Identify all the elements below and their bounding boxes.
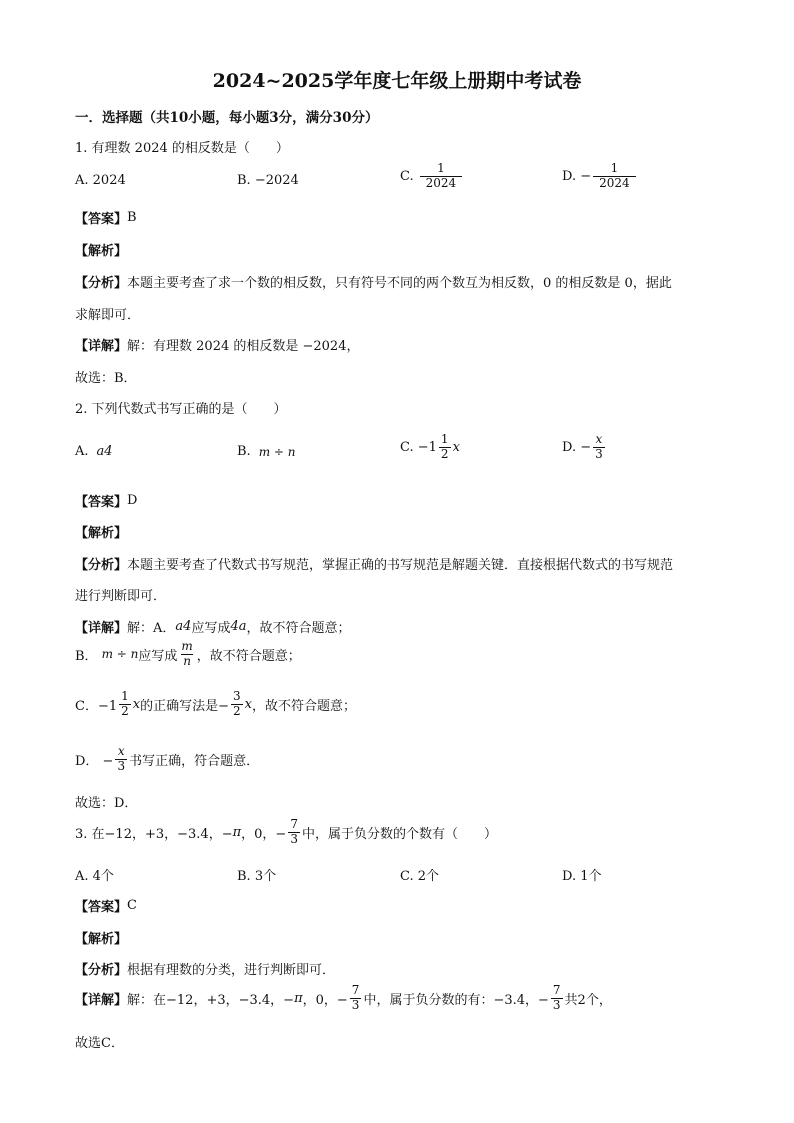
numerator: 3 — [233, 689, 241, 703]
q1-option-a: A. 2024 — [75, 173, 126, 188]
q1-option-d-label: D. − — [562, 168, 592, 184]
fenxi-text: 本题主要考查了代数式书写规范，掌握正确的书写规范是解题关键．直接根据代数式的书写规范 — [127, 558, 674, 573]
text: ，故不符合题意； — [246, 621, 351, 636]
fraction — [231, 690, 243, 719]
text: B． — [75, 648, 98, 664]
expr: 4a — [230, 619, 247, 634]
text: ，0，− — [302, 992, 348, 1008]
text: 3. 在−12，+3，−3.4，− — [75, 826, 233, 842]
denominator: 2 — [121, 703, 129, 718]
fenxi-tag: 【分析】 — [75, 963, 128, 978]
q1-detail — [75, 335, 359, 354]
q1-fenxi-line1 — [75, 272, 672, 291]
numerator: 1 — [610, 161, 619, 175]
q1-option-d-fraction — [593, 162, 636, 191]
text: ，故不符合题意； — [196, 648, 301, 664]
variable: x — [452, 439, 460, 455]
text: 共2个， — [564, 992, 612, 1008]
fraction — [115, 745, 127, 774]
fraction — [119, 690, 131, 719]
q3-stem — [75, 818, 497, 847]
expr: a4 — [175, 619, 192, 634]
answer-tag: 【答案】 — [75, 212, 128, 227]
q1-stem: 1. 有理数 2024 的相反数是（ ） — [75, 141, 289, 156]
pi: π — [294, 990, 303, 1006]
label: C. −1 — [400, 439, 437, 455]
pi: π — [232, 824, 242, 840]
fenxi-text: 本题主要考查了求一个数的相反数，只有符号不同的两个数互为相反数，0 的相反数是 0，据此 — [127, 276, 672, 291]
q3-option-a: A. 4个 — [75, 869, 114, 884]
answer-tag: 【答案】 — [75, 495, 128, 510]
q1-option-d — [562, 162, 638, 191]
numerator: 1 — [440, 432, 449, 446]
detail-tag: 【详解】 — [75, 339, 128, 354]
expr: m ÷ n — [101, 647, 139, 662]
text: 的正确写法是− — [140, 698, 230, 714]
q2-option-b — [237, 444, 295, 459]
variable: x — [132, 696, 141, 712]
q3-analysis-tag: 【解析】 — [75, 932, 128, 947]
numerator: x — [117, 744, 125, 758]
numerator: x — [595, 432, 603, 446]
q2-detail-d — [75, 745, 259, 774]
text: 解：A． — [127, 621, 176, 636]
label: D. − — [562, 439, 592, 455]
fraction — [179, 640, 194, 669]
q2-answer — [75, 491, 137, 510]
label: B. — [237, 444, 251, 459]
text: 书写正确，符合题意． — [129, 753, 260, 769]
q1-option-b: B. −2024 — [237, 173, 299, 188]
fraction — [593, 433, 605, 462]
denominator: 2 — [440, 446, 449, 461]
text: 应写成 — [138, 648, 178, 664]
detail-tag: 【详解】 — [75, 621, 128, 636]
answer-value: C — [127, 898, 137, 913]
denominator: 3 — [117, 758, 126, 773]
q1-choose: 故选：B． — [75, 371, 137, 386]
q3-fenxi — [75, 959, 335, 978]
q1-option-c — [400, 162, 464, 191]
q2-fenxi-line2: 进行判断即可． — [75, 589, 167, 604]
q2-detail-b — [75, 640, 301, 669]
text: 中，属于负分数的有：−3.4，− — [363, 992, 549, 1008]
denominator: 3 — [290, 831, 298, 846]
answer-value: B — [127, 210, 137, 225]
text: 解：在−12，+3，−3.4，− — [127, 992, 295, 1008]
fenxi-text: 根据有理数的分类，进行判断即可． — [127, 963, 336, 978]
numerator: m — [181, 639, 193, 653]
section-heading: 一．选择题（共10小题，每小题3分，满分30分） — [75, 110, 379, 126]
q2-detail-c — [75, 690, 356, 719]
label: A. — [75, 444, 89, 459]
q1-fenxi-line2: 求解即可． — [75, 308, 141, 323]
variable: x — [244, 696, 252, 712]
numerator: 7 — [552, 983, 561, 997]
q3-detail — [75, 984, 612, 1013]
denominator: 2024 — [593, 176, 636, 191]
expr: a4 — [96, 444, 113, 459]
q1-answer — [75, 208, 137, 227]
denominator: 2 — [233, 703, 241, 718]
denominator: n — [183, 653, 191, 668]
numerator: 7 — [351, 983, 360, 997]
fenxi-tag: 【分析】 — [75, 276, 128, 291]
q3-answer — [75, 896, 137, 915]
text: ，0，− — [241, 826, 287, 842]
denominator: 2024 — [420, 176, 463, 191]
q3-option-c: C. 2个 — [400, 869, 440, 884]
numerator: 7 — [290, 817, 298, 831]
fraction — [551, 984, 563, 1013]
fenxi-tag: 【分析】 — [75, 558, 128, 573]
text: 应写成 — [191, 621, 231, 636]
q1-option-c-fraction — [420, 162, 463, 191]
q2-option-d — [562, 433, 607, 462]
fraction — [288, 818, 300, 847]
expr: m ÷ n — [258, 444, 296, 459]
fraction — [350, 984, 362, 1013]
text: D． − — [75, 753, 114, 769]
text: ，故不符合题意； — [252, 698, 357, 714]
q2-stem: 2. 下列代数式书写正确的是（ ） — [75, 402, 287, 417]
q2-fenxi-line1 — [75, 554, 673, 573]
q2-option-a — [75, 444, 113, 459]
page-title: 2024~2025学年度七年级上册期中考试卷 — [212, 70, 582, 92]
detail-tag: 【详解】 — [75, 992, 128, 1008]
answer-value: D — [127, 493, 138, 508]
numerator: 1 — [121, 689, 129, 703]
q2-analysis-tag: 【解析】 — [75, 526, 128, 541]
detail-text: 解：有理数 2024 的相反数是 −2024， — [127, 339, 360, 354]
answer-tag: 【答案】 — [75, 900, 128, 915]
q2-option-c — [400, 433, 460, 462]
denominator: 3 — [552, 997, 561, 1012]
q3-choose: 故选C． — [75, 1036, 124, 1051]
q1-analysis-tag: 【解析】 — [75, 244, 128, 259]
q3-option-d: D. 1个 — [562, 869, 602, 884]
text: C．−1 — [75, 698, 118, 714]
fraction — [439, 433, 451, 462]
q3-option-b: B. 3个 — [237, 869, 277, 884]
denominator: 3 — [351, 997, 360, 1012]
numerator: 1 — [437, 161, 445, 175]
q2-detail-a — [75, 617, 351, 636]
denominator: 3 — [595, 446, 603, 461]
text: 中，属于负分数的个数有（ ） — [301, 826, 497, 842]
q1-option-c-label: C. — [400, 168, 414, 184]
q2-choose: 故选：D． — [75, 796, 138, 811]
